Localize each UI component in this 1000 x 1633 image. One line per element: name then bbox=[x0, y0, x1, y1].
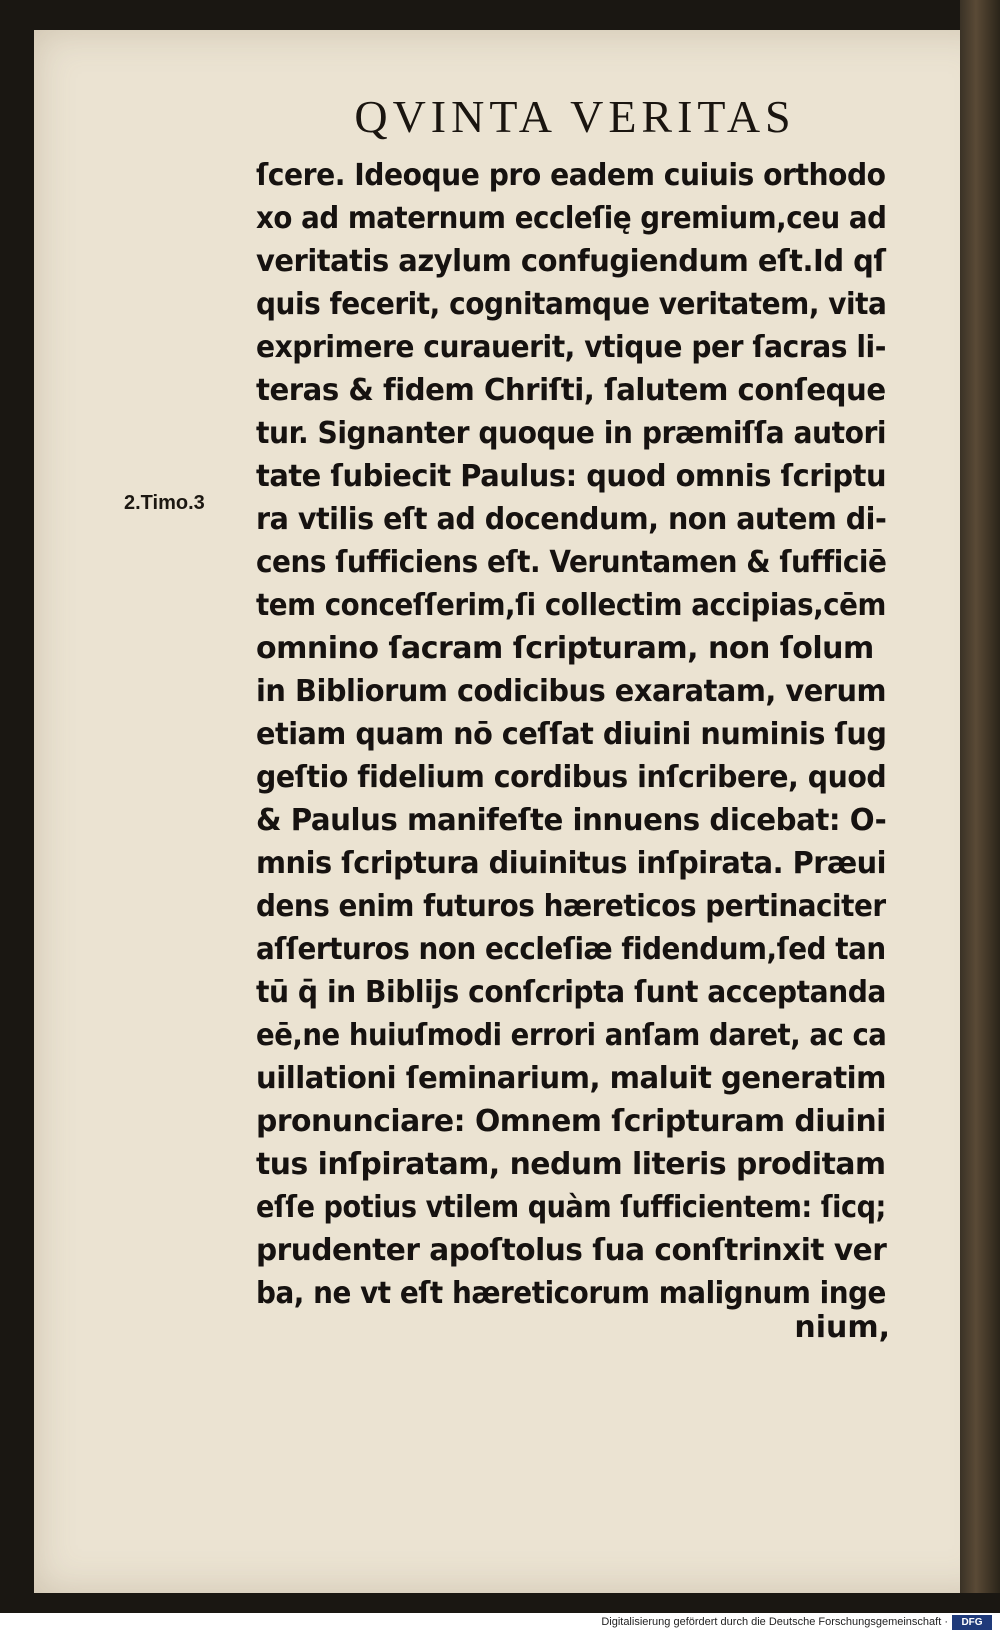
page-bottom-shadow bbox=[0, 1593, 1000, 1613]
text-line: ſcere. Ideoque pro eadem cuiuis orthodo bbox=[256, 158, 886, 193]
text-line: xo ad maternum eccleſię gremium,ceu ad bbox=[256, 201, 887, 236]
text-line: eē,ne huiuſmodi errori anſam daret, ac ca bbox=[256, 1018, 887, 1053]
text-line: veritatis azylum confugiendum eſt.Id qſ bbox=[256, 244, 886, 279]
text-line: mnis ſcriptura diuinitus inſpirata. Præui bbox=[256, 846, 887, 881]
text-line: etiam quam nō ceſſat diuini numinis ſug bbox=[256, 717, 887, 752]
text-line: aſſerturos non eccleſiæ fidendum,ſed tan bbox=[256, 932, 886, 967]
margin-note: 2.Timo.3 bbox=[124, 492, 205, 514]
text-line: uillationi ſeminarium, maluit generatim bbox=[256, 1061, 887, 1096]
text-line: geſtio fidelium cordibus inſcribere, quod bbox=[256, 760, 887, 795]
dfg-logo-icon: DFG bbox=[952, 1615, 992, 1630]
text-line: prudenter apoſtolus ſua conſtrinxit ver bbox=[256, 1233, 887, 1268]
body-text bbox=[256, 154, 886, 1315]
text-line: in Bibliorum codicibus exaratam, verum bbox=[256, 674, 887, 709]
footer-credit: Digitalisierung gefördert durch die Deutsche Forschungsgemeinschaft · bbox=[601, 1616, 948, 1628]
text-line: tur. Signanter quoque in præmiſſa autori bbox=[256, 416, 887, 451]
book-edge bbox=[960, 0, 1000, 1633]
header-title: QVINTA VERITAS bbox=[354, 91, 796, 142]
text-line: tū q̄ in Biblijs conſcripta ſunt acceptanda bbox=[256, 975, 886, 1010]
text-line: omnino ſacram ſcripturam, non ſolum bbox=[256, 631, 874, 666]
footer-bar bbox=[0, 1613, 1000, 1633]
text-line: exprimere curauerit, vtique per ſacras li- bbox=[256, 330, 886, 365]
text-line: eſſe potius vtilem quàm ſufficientem: ſicq; bbox=[256, 1190, 886, 1225]
catchword: nium, bbox=[794, 1310, 890, 1345]
text-line: tate ſubiecit Paulus: quod omnis ſcriptu bbox=[256, 459, 887, 494]
text-line: quis fecerit, cognitamque veritatem, vita bbox=[256, 287, 887, 322]
text-line: teras & fidem Chriſti, ſalutem conſeque bbox=[256, 373, 886, 408]
text-line: pronunciare: Omnem ſcripturam diuini bbox=[256, 1104, 886, 1139]
text-line: tus inſpiratam, nedum literis proditam bbox=[256, 1147, 886, 1182]
text-line: ra vtilis eſt ad docendum, non autem di- bbox=[256, 502, 887, 537]
text-line: tem conceſſerim,ſi collectim accipias,cēm bbox=[256, 588, 886, 623]
text-line: ba, ne vt eſt hæreticorum malignum inge bbox=[256, 1276, 886, 1311]
text-line: & Paulus manifeſte innuens dicebat: O- bbox=[256, 803, 887, 838]
text-line: dens enim futuros hæreticos pertinaciter bbox=[256, 889, 886, 924]
text-line: cens ſufficiens eſt. Veruntamen & ſufficiē bbox=[256, 545, 887, 580]
running-header bbox=[0, 90, 1000, 143]
